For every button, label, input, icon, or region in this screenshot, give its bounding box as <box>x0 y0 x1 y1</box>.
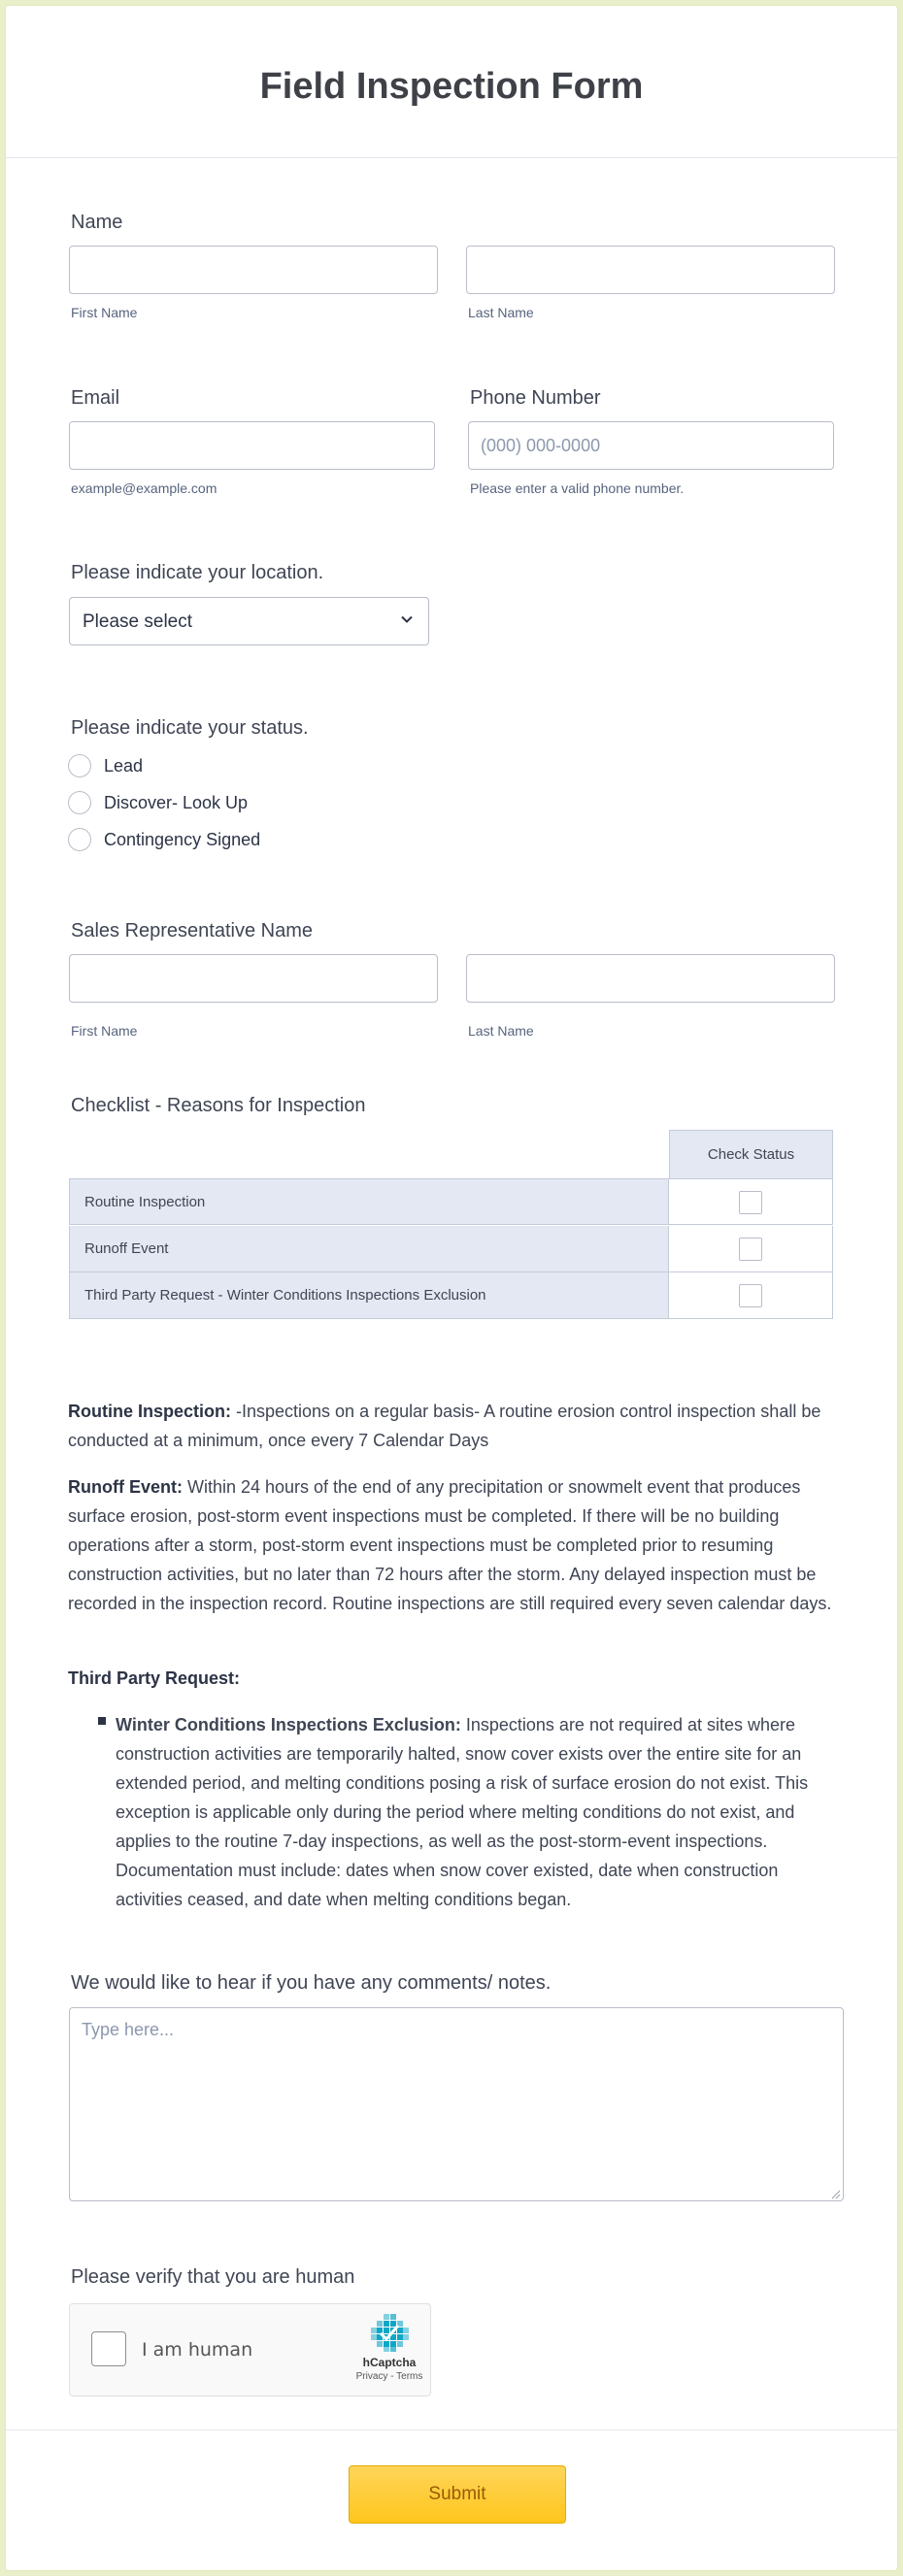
radio-button[interactable] <box>68 791 91 814</box>
sales-rep-first-sublabel: First Name <box>71 1023 138 1039</box>
email-sublabel: example@example.com <box>71 480 217 496</box>
last-name-input[interactable] <box>466 246 835 294</box>
form-card <box>6 6 897 2570</box>
radio-button[interactable] <box>68 754 91 777</box>
location-label: Please indicate your location. <box>71 562 324 583</box>
comments-textarea[interactable] <box>69 2007 844 2201</box>
checklist-row <box>69 1178 833 1225</box>
captcha-label: Please verify that you are human <box>71 2266 355 2288</box>
captcha-checkbox[interactable] <box>91 2331 126 2366</box>
status-option-label: Discover- Look Up <box>104 793 249 812</box>
checkbox[interactable] <box>739 1284 762 1307</box>
first-name-input[interactable] <box>69 246 438 294</box>
name-label: Name <box>71 212 123 233</box>
email-label: Email <box>71 387 120 409</box>
captcha-terms-link[interactable]: Privacy - Terms <box>355 2371 423 2382</box>
status-label: Please indicate your status. <box>71 717 309 739</box>
routine-inspection-text: -Inspections on a regular basis- A routine erosion control inspection shall be conducted at a minimum, once every 7 Calendar Days <box>68 1402 821 1450</box>
phone-sublabel: Please enter a valid phone number. <box>470 480 685 496</box>
checkbox[interactable] <box>739 1238 762 1261</box>
last-name-sublabel: Last Name <box>468 305 534 320</box>
sales-rep-last-name-input[interactable] <box>466 954 835 1003</box>
captcha-checkbox-label: I am human <box>142 2339 253 2361</box>
third-party-request-paragraph <box>68 1664 845 1693</box>
submit-button[interactable]: Submit <box>349 2465 566 2524</box>
form-title: Field Inspection Form <box>259 66 644 107</box>
location-select-value: Please select <box>83 611 193 632</box>
checklist-cell <box>669 1272 833 1319</box>
winter-conditions-title: Winter Conditions Inspections Exclusion: <box>116 1715 461 1734</box>
bullet-icon <box>97 1716 107 1726</box>
checklist-row-label: Routine Inspection <box>69 1178 669 1225</box>
checklist-row <box>69 1226 833 1272</box>
runoff-event-text: Within 24 hours of the end of any precipitation or snowmelt event that produces surface erosion, post-storm event inspections must be completed. If there will be no building operations after a storm, post-storm event inspections must be completed prior to resuming construction activities, but no later than 72 hours after the storm. Any delayed inspection must be recorded in the inspection record. Routine inspections are still required every seven calendar days. <box>68 1477 832 1613</box>
chevron-down-icon <box>399 611 415 627</box>
location-select[interactable] <box>69 597 429 645</box>
runoff-event-paragraph <box>68 1472 845 1618</box>
winter-conditions-text: Inspections are not required at sites where construction activities are temporarily halted, snow cover exists over the entire site for an extended period, and melting conditions posing a risk of surface erosion do not exist. This exception is applicable only during the period where melting conditions do not exist, and applies to the routine 7-day inspections, as well as the post-storm-event inspections. Documentation must include: dates when snow cover existed, date when construction activities ceased, and date when melting conditions began. <box>116 1715 809 1909</box>
captcha-widget <box>69 2303 431 2396</box>
third-party-request-title: Third Party Request: <box>68 1668 241 1688</box>
captcha-brand: hCaptcha <box>362 2356 417 2369</box>
checkbox[interactable] <box>739 1191 762 1214</box>
status-option-label: Lead <box>104 756 144 776</box>
checklist-column-header: Check Status <box>669 1130 833 1179</box>
form-header <box>6 6 897 158</box>
checklist-row <box>69 1272 833 1319</box>
checklist-label: Checklist - Reasons for Inspection <box>71 1095 366 1116</box>
sales-rep-label: Sales Representative Name <box>71 920 314 941</box>
checklist-row-label: Third Party Request - Winter Conditions Inspections Exclusion <box>69 1272 669 1319</box>
footer-divider <box>6 2429 897 2430</box>
hcaptcha-logo-icon <box>369 2312 410 2353</box>
resize-grip-icon[interactable] <box>829 2188 841 2199</box>
phone-label: Phone Number <box>470 387 601 409</box>
checklist-cell <box>669 1226 833 1272</box>
routine-inspection-paragraph <box>68 1397 845 1455</box>
runoff-event-title: Runoff Event: <box>68 1477 183 1497</box>
comments-label: We would like to hear if you have any comments/ notes. <box>71 1972 552 1994</box>
phone-input[interactable] <box>468 421 834 470</box>
radio-button[interactable] <box>68 828 91 851</box>
checklist-row-label: Runoff Event <box>69 1226 669 1272</box>
checklist-cell <box>669 1178 833 1225</box>
sales-rep-last-sublabel: Last Name <box>468 1023 534 1039</box>
status-option-label: Contingency Signed <box>104 830 261 849</box>
first-name-sublabel: First Name <box>71 305 138 320</box>
email-input[interactable] <box>69 421 435 470</box>
sales-rep-first-name-input[interactable] <box>69 954 438 1003</box>
winter-conditions-item <box>116 1710 846 1914</box>
routine-inspection-title: Routine Inspection: <box>68 1402 231 1421</box>
